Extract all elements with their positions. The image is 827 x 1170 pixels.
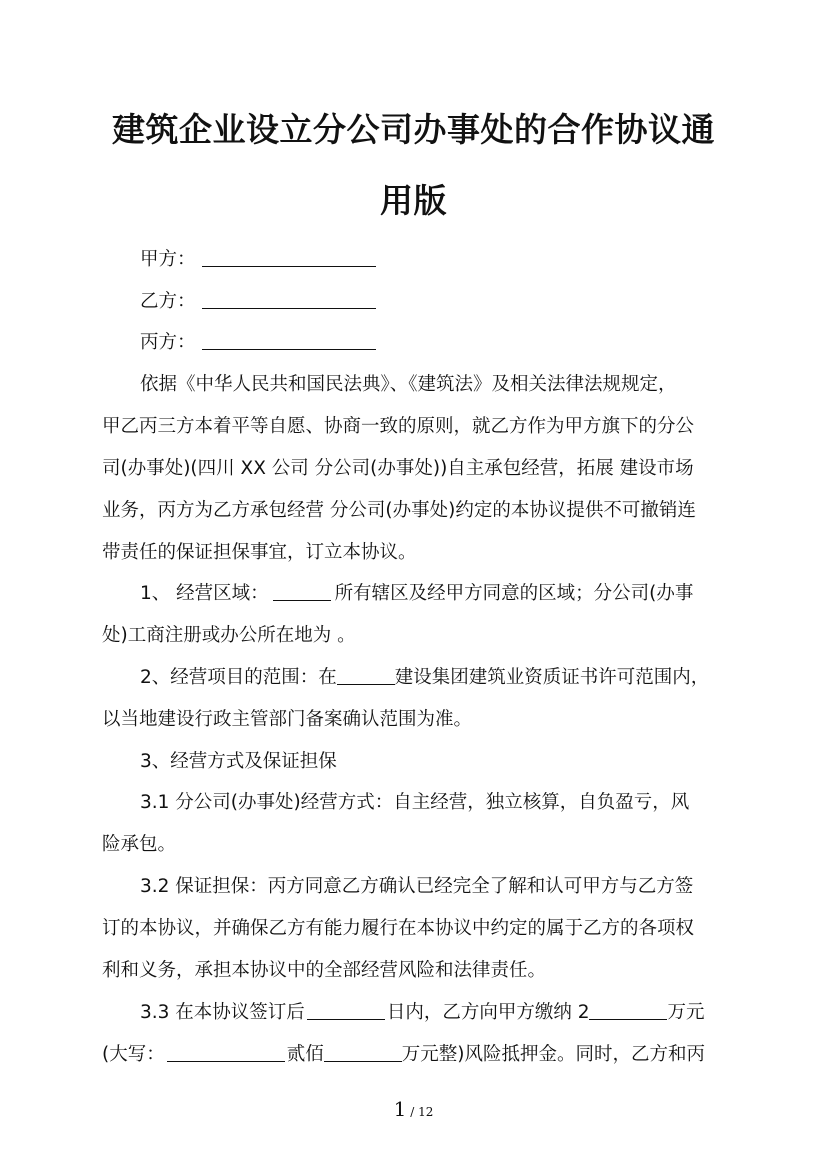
- clause-3-3-text: 日内，乙方向甲方缴纳 2: [386, 1002, 590, 1023]
- clause-3-3-line: [102, 1043, 705, 1067]
- clause-3-2-line: 利和义务，承担本协议中的全部经营风险和法律责任。: [102, 960, 547, 981]
- clause-3-1-line: 险承包。: [102, 834, 177, 855]
- company-blank: [337, 666, 395, 685]
- clause-3-1-line: 3.1 分公司(办事处)经营方式：自主经营，独立核算，自负盈亏，风: [140, 792, 690, 813]
- party-a-blank: [202, 248, 376, 267]
- days-blank: [307, 1001, 385, 1020]
- document-title-line-1: 建筑企业设立分公司办事处的合作协议通: [112, 110, 715, 149]
- party-b-line: [140, 290, 376, 314]
- amount-words-blank: [167, 1043, 285, 1062]
- amount-blank: [589, 1001, 667, 1020]
- page-number: [0, 1097, 827, 1121]
- total-pages: / 12: [406, 1105, 434, 1119]
- preamble-line: 带责任的保证担保事宜，订立本协议。: [102, 542, 417, 563]
- clause-3-3-text: 万元整)风险抵押金。同时，乙方和丙: [401, 1044, 705, 1065]
- clause-3-3-text: 3.3 在本协议签订后: [140, 1002, 305, 1023]
- party-c-blank: [202, 331, 376, 350]
- clause-3-3-text: 贰佰: [286, 1044, 324, 1065]
- party-b-label: 乙方：: [140, 291, 196, 312]
- party-b-blank: [202, 290, 376, 309]
- clause-3-3-text: 万元: [667, 1002, 705, 1023]
- preamble-line: 依据《中华人民共和国民法典》、《建筑法》及相关法律法规规定，: [140, 374, 677, 395]
- region-blank: [273, 582, 331, 601]
- party-a-line: [140, 248, 376, 272]
- clause-3-3-text: (大写：: [102, 1044, 165, 1065]
- clause-2-line: 以当地建设行政主管部门备案确认范围为准。: [102, 709, 473, 730]
- clause-2-line: [140, 666, 709, 690]
- clause-1-line: [140, 582, 693, 606]
- party-a-label: 甲方：: [140, 249, 196, 270]
- current-page: 1: [393, 1097, 407, 1121]
- clause-3-2-line: 订的本协议，并确保乙方有能力履行在本协议中约定的属于乙方的各项权: [102, 918, 695, 939]
- preamble-line: 业务，丙方为乙方承包经营 分公司(办事处)约定的本协议提供不可撤销连: [102, 500, 696, 521]
- party-c-line: [140, 331, 376, 355]
- preamble-line: 司(办事处)(四川 XX 公司 分公司(办事处))自主承包经营，拓展 建设市场: [102, 458, 694, 479]
- clause-2-text: 建设集团建筑业资质证书许可范围内，: [394, 667, 710, 688]
- party-c-label: 丙方：: [140, 332, 196, 353]
- preamble-line: 甲乙丙三方本着平等自愿、协商一致的原则，就乙方作为甲方旗下的分公: [102, 416, 695, 437]
- document-title-line-2: 用版: [380, 181, 447, 220]
- clause-1-line: 处)工商注册或办公所在地为 。: [102, 625, 356, 646]
- clause-2-text: 2、经营项目的范围：在: [140, 667, 337, 688]
- clause-1-text: 所有辖区及经甲方同意的区域；分公司(办事: [334, 583, 694, 604]
- clause-3-heading: 3、经营方式及保证担保: [140, 751, 337, 772]
- clause-3-3-line: [140, 1001, 704, 1025]
- clause-1-text: 1、 经营区域：: [140, 583, 269, 604]
- clause-3-2-line: 3.2 保证担保：丙方同意乙方确认已经完全了解和认可甲方与乙方签: [140, 876, 694, 897]
- amount-words-blank-2: [324, 1043, 402, 1062]
